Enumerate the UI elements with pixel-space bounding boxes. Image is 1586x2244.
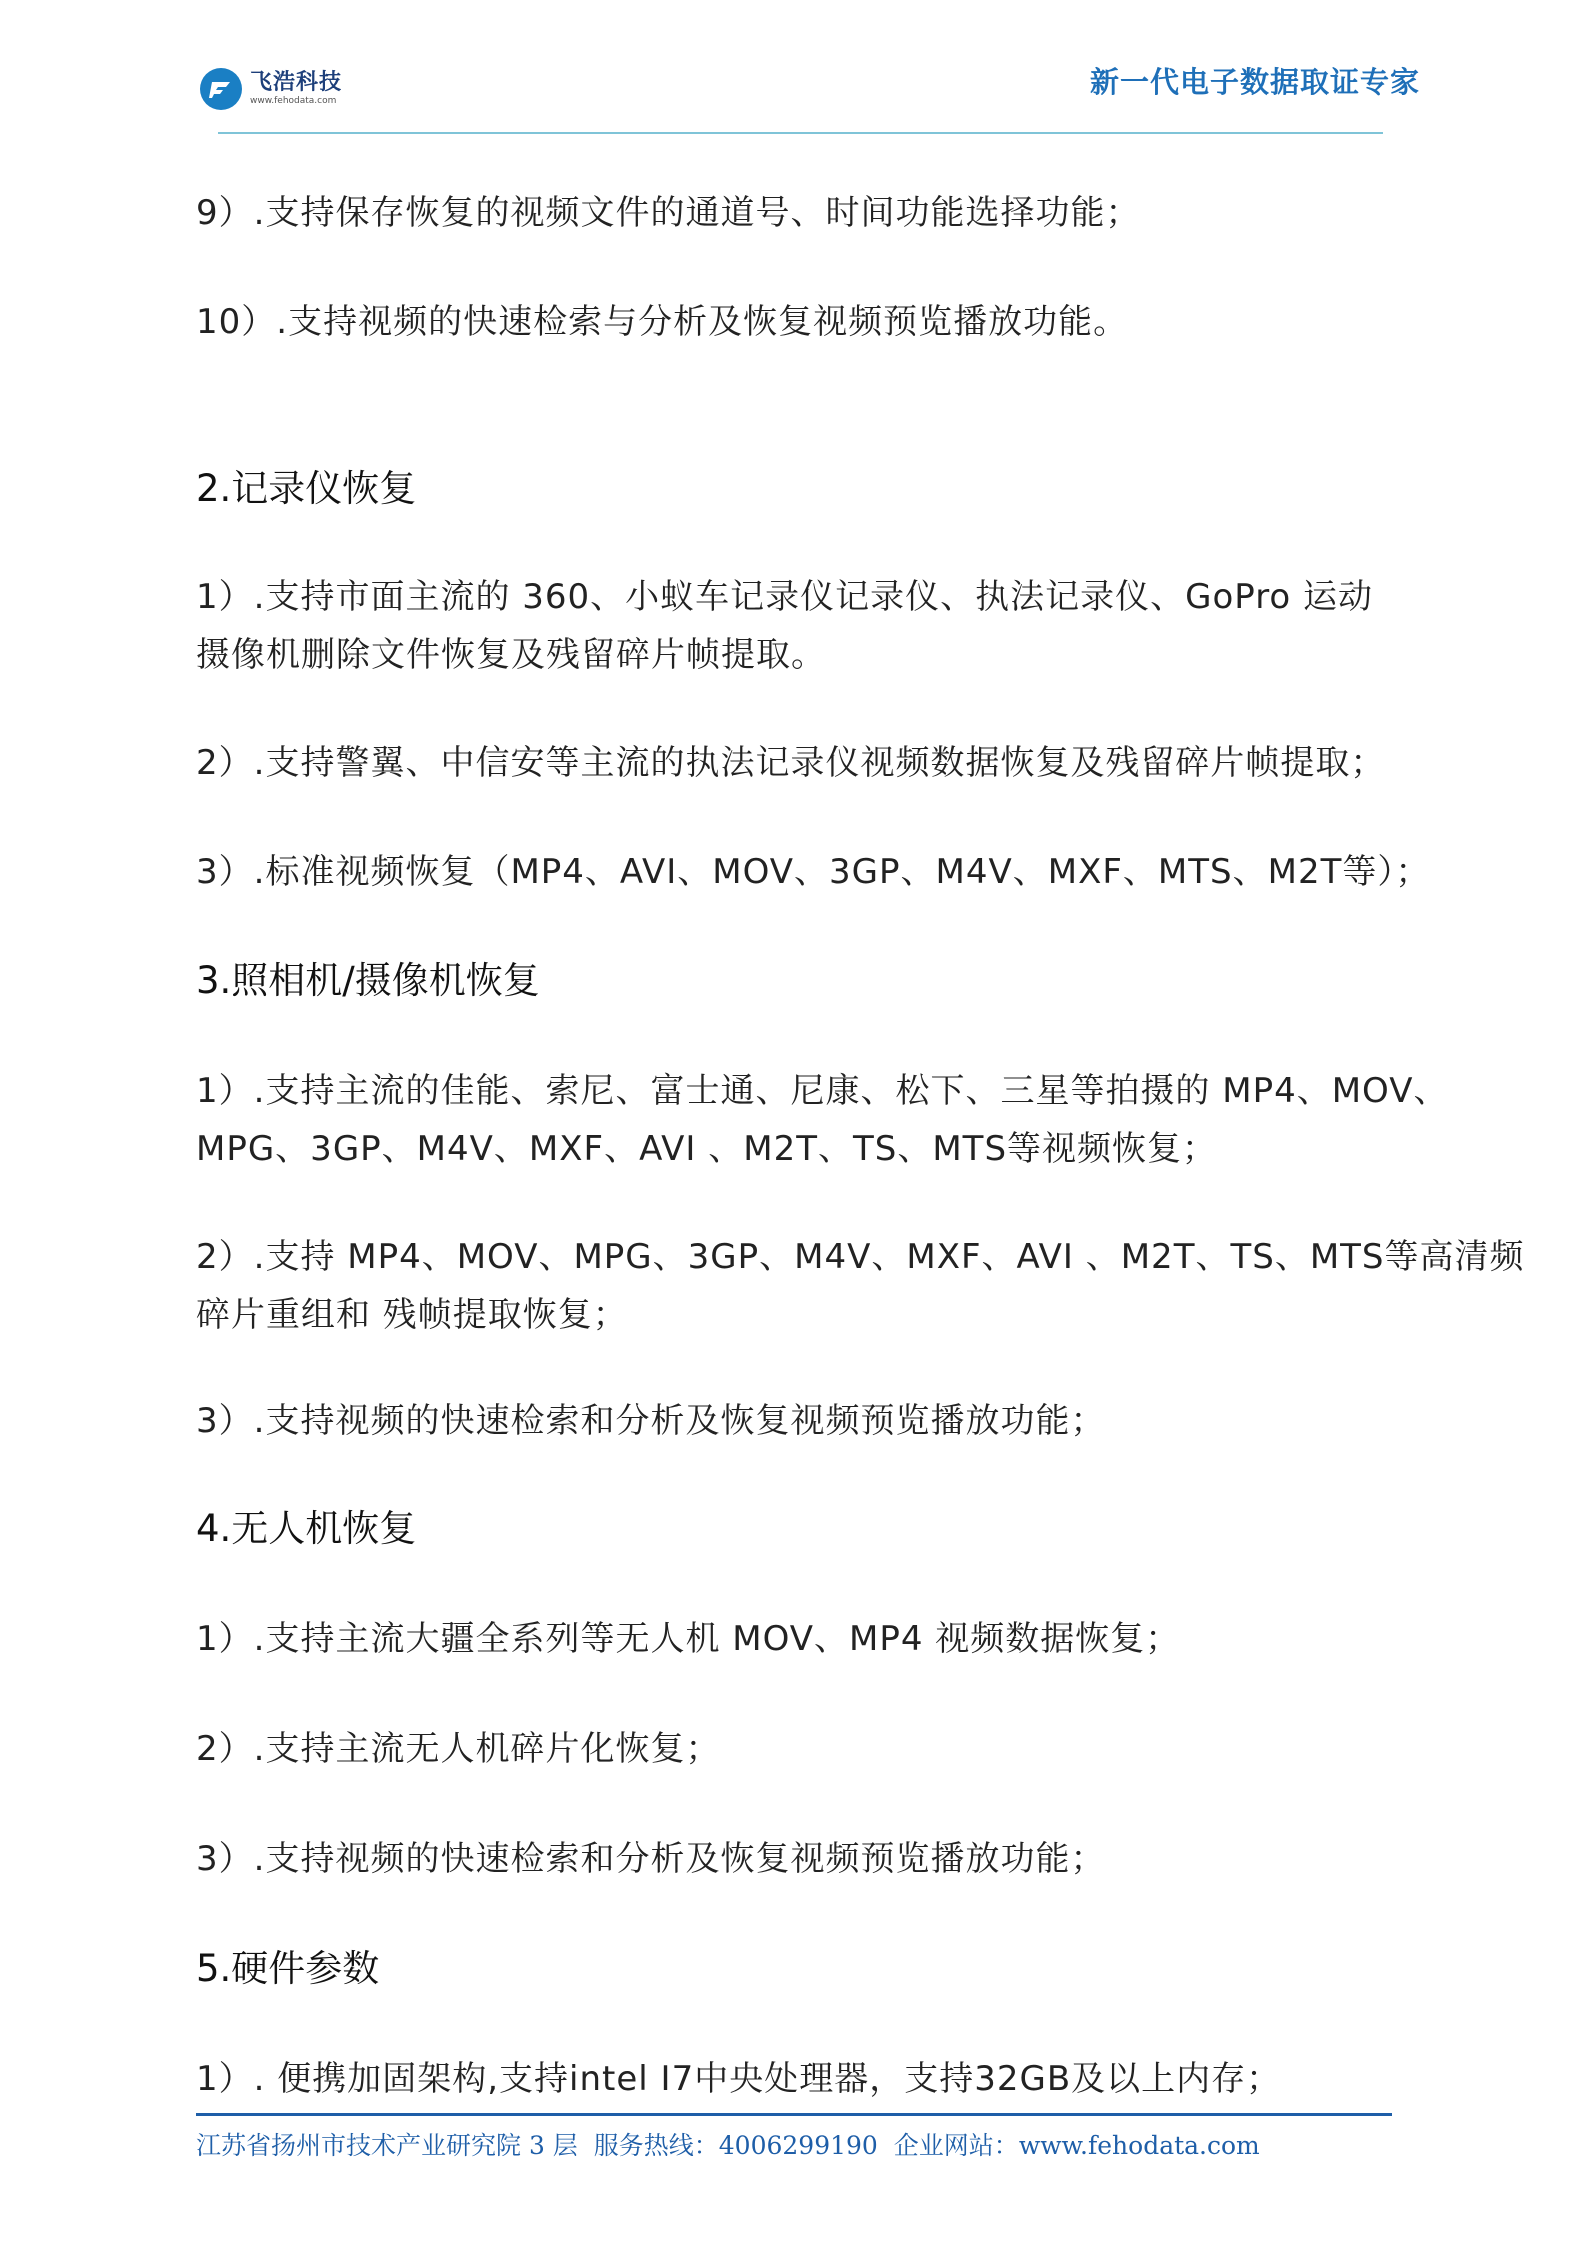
logo-mark-icon [200, 68, 242, 110]
paragraph-line: 3）.支持视频的快速检索和分析及恢复视频预览播放功能； [196, 1401, 1106, 1441]
footer-divider [196, 2113, 1392, 2116]
paragraph-line: 碎片重组和 残帧提取恢复； [196, 1295, 628, 1335]
paragraph-line: 2）.支持 MP4、MOV、MPG、3GP、M4V、MXF、AVI 、M2T、TS、MTS等高清频 [196, 1237, 1525, 1277]
paragraph-line: 1）. 便携加固架构,支持intel I7中央处理器，支持32GB及以上内存； [196, 2059, 1282, 2099]
paragraph-line: 9）.支持保存恢复的视频文件的通道号、时间功能选择功能； [196, 193, 1141, 233]
logo-url: www.fehodata.com [250, 96, 337, 106]
paragraph-line: 1）.支持主流的佳能、索尼、富士通、尼康、松下、三星等拍摄的 MP4、MOV、 [196, 1071, 1449, 1111]
paragraph-line: 摄像机删除文件恢复及残留碎片帧提取。 [196, 635, 826, 675]
logo-name: 飞浩科技 [250, 70, 343, 95]
section-heading: 2.记录仪恢复 [196, 467, 417, 510]
paragraph-line: 3）.支持视频的快速检索和分析及恢复视频预览播放功能； [196, 1839, 1106, 1879]
section-heading: 5.硬件参数 [196, 1947, 380, 1990]
paragraph-line: 2）.支持警翼、中信安等主流的执法记录仪视频数据恢复及残留碎片帧提取； [196, 743, 1386, 783]
footer-site-label: 企业网站： [893, 2131, 1019, 2160]
paragraph-line: MPG、3GP、M4V、MXF、AVI 、M2T、TS、MTS等视频恢复； [196, 1129, 1218, 1169]
section-heading: 3.照相机/摄像机恢复 [196, 959, 540, 1002]
paragraph-line: 1）.支持主流大疆全系列等无人机 MOV、MP4 视频数据恢复； [196, 1619, 1181, 1659]
paragraph-line: 2）.支持主流无人机碎片化恢复； [196, 1729, 721, 1769]
footer-hotline: 4006299190 [718, 2131, 878, 2160]
footer-site-link[interactable]: www.fehodata.com [1018, 2131, 1260, 2160]
section-heading: 4.无人机恢复 [196, 1507, 417, 1550]
footer-address: 江苏省扬州市技术产业研究院 3 层 [196, 2131, 578, 2160]
header-slogan: 新一代电子数据取证专家 [1090, 65, 1421, 99]
header-divider [218, 132, 1383, 134]
paragraph-line: 10）.支持视频的快速检索与分析及恢复视频预览播放功能。 [196, 302, 1129, 342]
page-footer [196, 2126, 1396, 2162]
footer-hotline-label: 服务热线： [593, 2131, 719, 2160]
paragraph-line: 1）.支持市面主流的 360、小蚁车记录仪记录仪、执法记录仪、GoPro 运动 [196, 577, 1374, 617]
company-logo [200, 68, 342, 110]
paragraph-line: 3）.标准视频恢复（MP4、AVI、MOV、3GP、M4V、MXF、MTS、M2T等）； [196, 852, 1431, 892]
page-header [0, 0, 1586, 140]
